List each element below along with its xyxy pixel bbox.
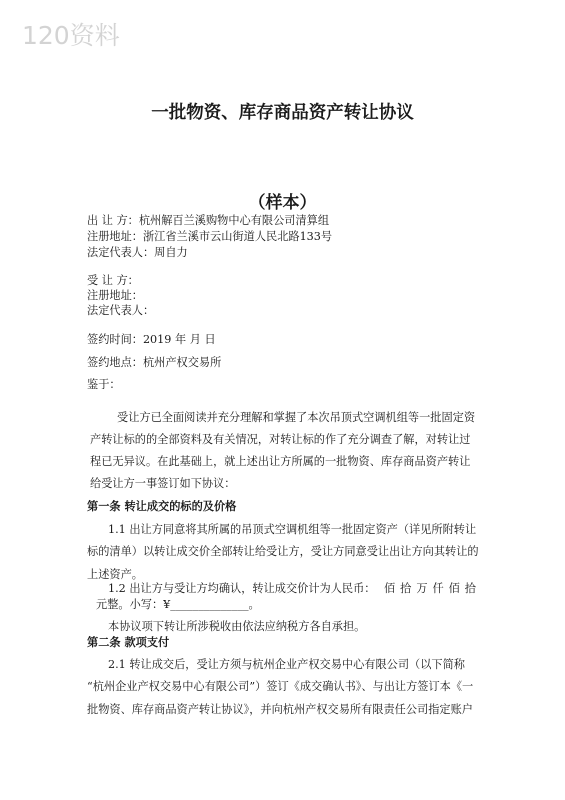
article-2-paragraph-line: 2.1 转让成交后，受让方须与杭州企业产权交易中心有限公司（以下简称 (108, 658, 465, 671)
price-unit: 拾 (464, 582, 476, 595)
intro-line: 产转让标的的全部资料及有关情况，对转让标的作了充分调查了解，对转让过 (90, 433, 471, 446)
price-amount-line: 元整。小写：¥______________。 (96, 598, 260, 611)
transferee-address: 注册地址： (87, 289, 143, 302)
whereas-label: 鉴于： (87, 378, 121, 391)
article-1-heading: 第一条 转让成交的标的及价格 (87, 500, 237, 513)
transferor-name: 出 让 方：杭州解百兰溪购物中心有限公司清算组 (87, 214, 330, 227)
watermark: 120资料 (22, 21, 120, 50)
intro-line: 受让方已全面阅读并充分理解和掌握了本次吊顶式空调机组等一批固定资 (117, 411, 476, 424)
price-unit: 仟 (432, 582, 444, 595)
price-unit: 佰 (448, 582, 460, 595)
transferee-name: 受 让 方： (87, 274, 139, 287)
intro-line: 给受让方一事签订如下协议： (90, 477, 236, 490)
tax-clause: 本协议项下转让所涉税收由依法应纳税方各自承担。 (108, 620, 366, 633)
transferee-representative: 法定代表人： (87, 304, 155, 317)
article-2-heading: 第二条 款项支付 (87, 636, 170, 649)
sign-time: 签约时间：2019 年 月 日 (87, 333, 216, 346)
article-1-paragraph-line: 标的清单）以转让成交价全部转让给受让方，受让方同意受让出让方向其转让的 (87, 545, 479, 558)
article-1-paragraph-line: 上述资产。 (87, 568, 143, 581)
article-1-paragraph-line: 1.1 出让方同意将其所属的吊顶式空调机组等一批固定资产（详见所附转让 (108, 523, 477, 536)
document-subtitle: （样本） (248, 193, 317, 213)
price-unit: 佰 (384, 582, 396, 595)
sign-place: 签约地点：杭州产权交易所 (87, 356, 222, 369)
transferor-representative: 法定代表人：周自力 (87, 246, 188, 259)
price-statement: 1.2 出让方与受让方均确认，转让成交价计为人民币： (108, 582, 376, 595)
intro-line: 程已无异议。在此基础上，就上述出让方所属的一批物资、库存商品资产转让 (90, 455, 471, 468)
price-unit: 拾 (400, 582, 412, 595)
price-units (384, 582, 476, 596)
price-unit: 万 (416, 582, 428, 595)
article-2-paragraph-line: 批物资、库存商品资产转让协议》，并向杭州产权交易所有限责任公司指定账户 (87, 703, 473, 716)
article-2-paragraph-line: “杭州企业产权交易中心有限公司”）签订《成交确认书》、与出让方签订本《一 (87, 680, 474, 693)
document-title: 一批物资、库存商品资产转让协议 (151, 103, 414, 123)
transferor-address: 注册地址：浙江省兰溪市云山街道人民北路133号 (87, 230, 333, 243)
